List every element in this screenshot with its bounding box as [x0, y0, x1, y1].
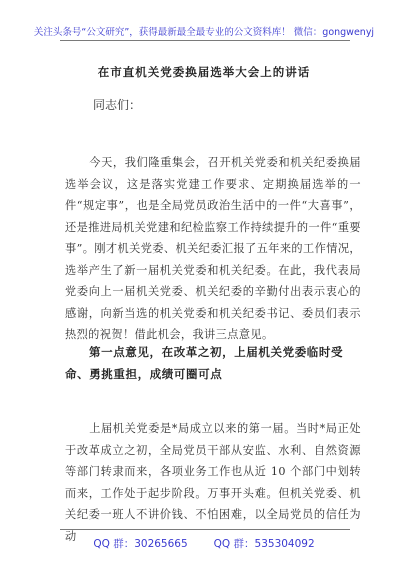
section-heading-1-text: 第一点意见，在改革之初，上届机关党委临时受命、勇挑重担，成绩可圈可点 [65, 345, 344, 381]
footer [0, 536, 408, 551]
header-divider [60, 40, 350, 41]
paragraph-1-text: 今天，我们隆重集会，召开机关党委和机关纪委换届选举会议，这是落实党建工作要求、定期换届选举的一件“规定事”，也是全局党员政治生活中的一件“大喜事”，还是推进局机关党建和纪检监察工作持续提升的一件“重要事”。刚才机关党委、机关纪委汇报了五年来的工作情况，选举产生了新一届机关党委和机关纪委。在此，我代表局党委向上一届机关党委、机关纪委的辛勤付出表示衷心的感谢，向新当选的机关党委和机关纪委书记、委员们表示热烈的祝贺！借此机会，我讲三点意见。 [65, 156, 361, 341]
paragraph-2-text: 上届机关党委是*局成立以来的第一届。当时*局正处于改革成立之初，全局党员干部从安监、水利、自然资源等部门转隶而来，各项业务工作也从近 10 个部门中划转而来，工作处于起步阶段。万事开头难。但机关党委、机关纪委一班人不讲价钱、不怕困难，以全局党员的信任为动 [65, 422, 361, 543]
footer-divider [60, 529, 350, 530]
footer-qq-group-1: QQ 群：30265665 [93, 538, 188, 550]
paragraph-1 [65, 152, 361, 346]
section-heading-1 [65, 341, 361, 385]
document-title: 在市直机关党委换届选举大会上的讲话 [97, 65, 311, 79]
footer-qq-group-2: QQ 群：535304092 [213, 538, 315, 550]
paragraph-2 [65, 418, 361, 547]
header-note: 关注头条号“公文研究”，获得最新最全最专业的公文资料库！ 微信：gongwenyj [33, 27, 375, 38]
greeting: 同志们： [93, 98, 142, 112]
